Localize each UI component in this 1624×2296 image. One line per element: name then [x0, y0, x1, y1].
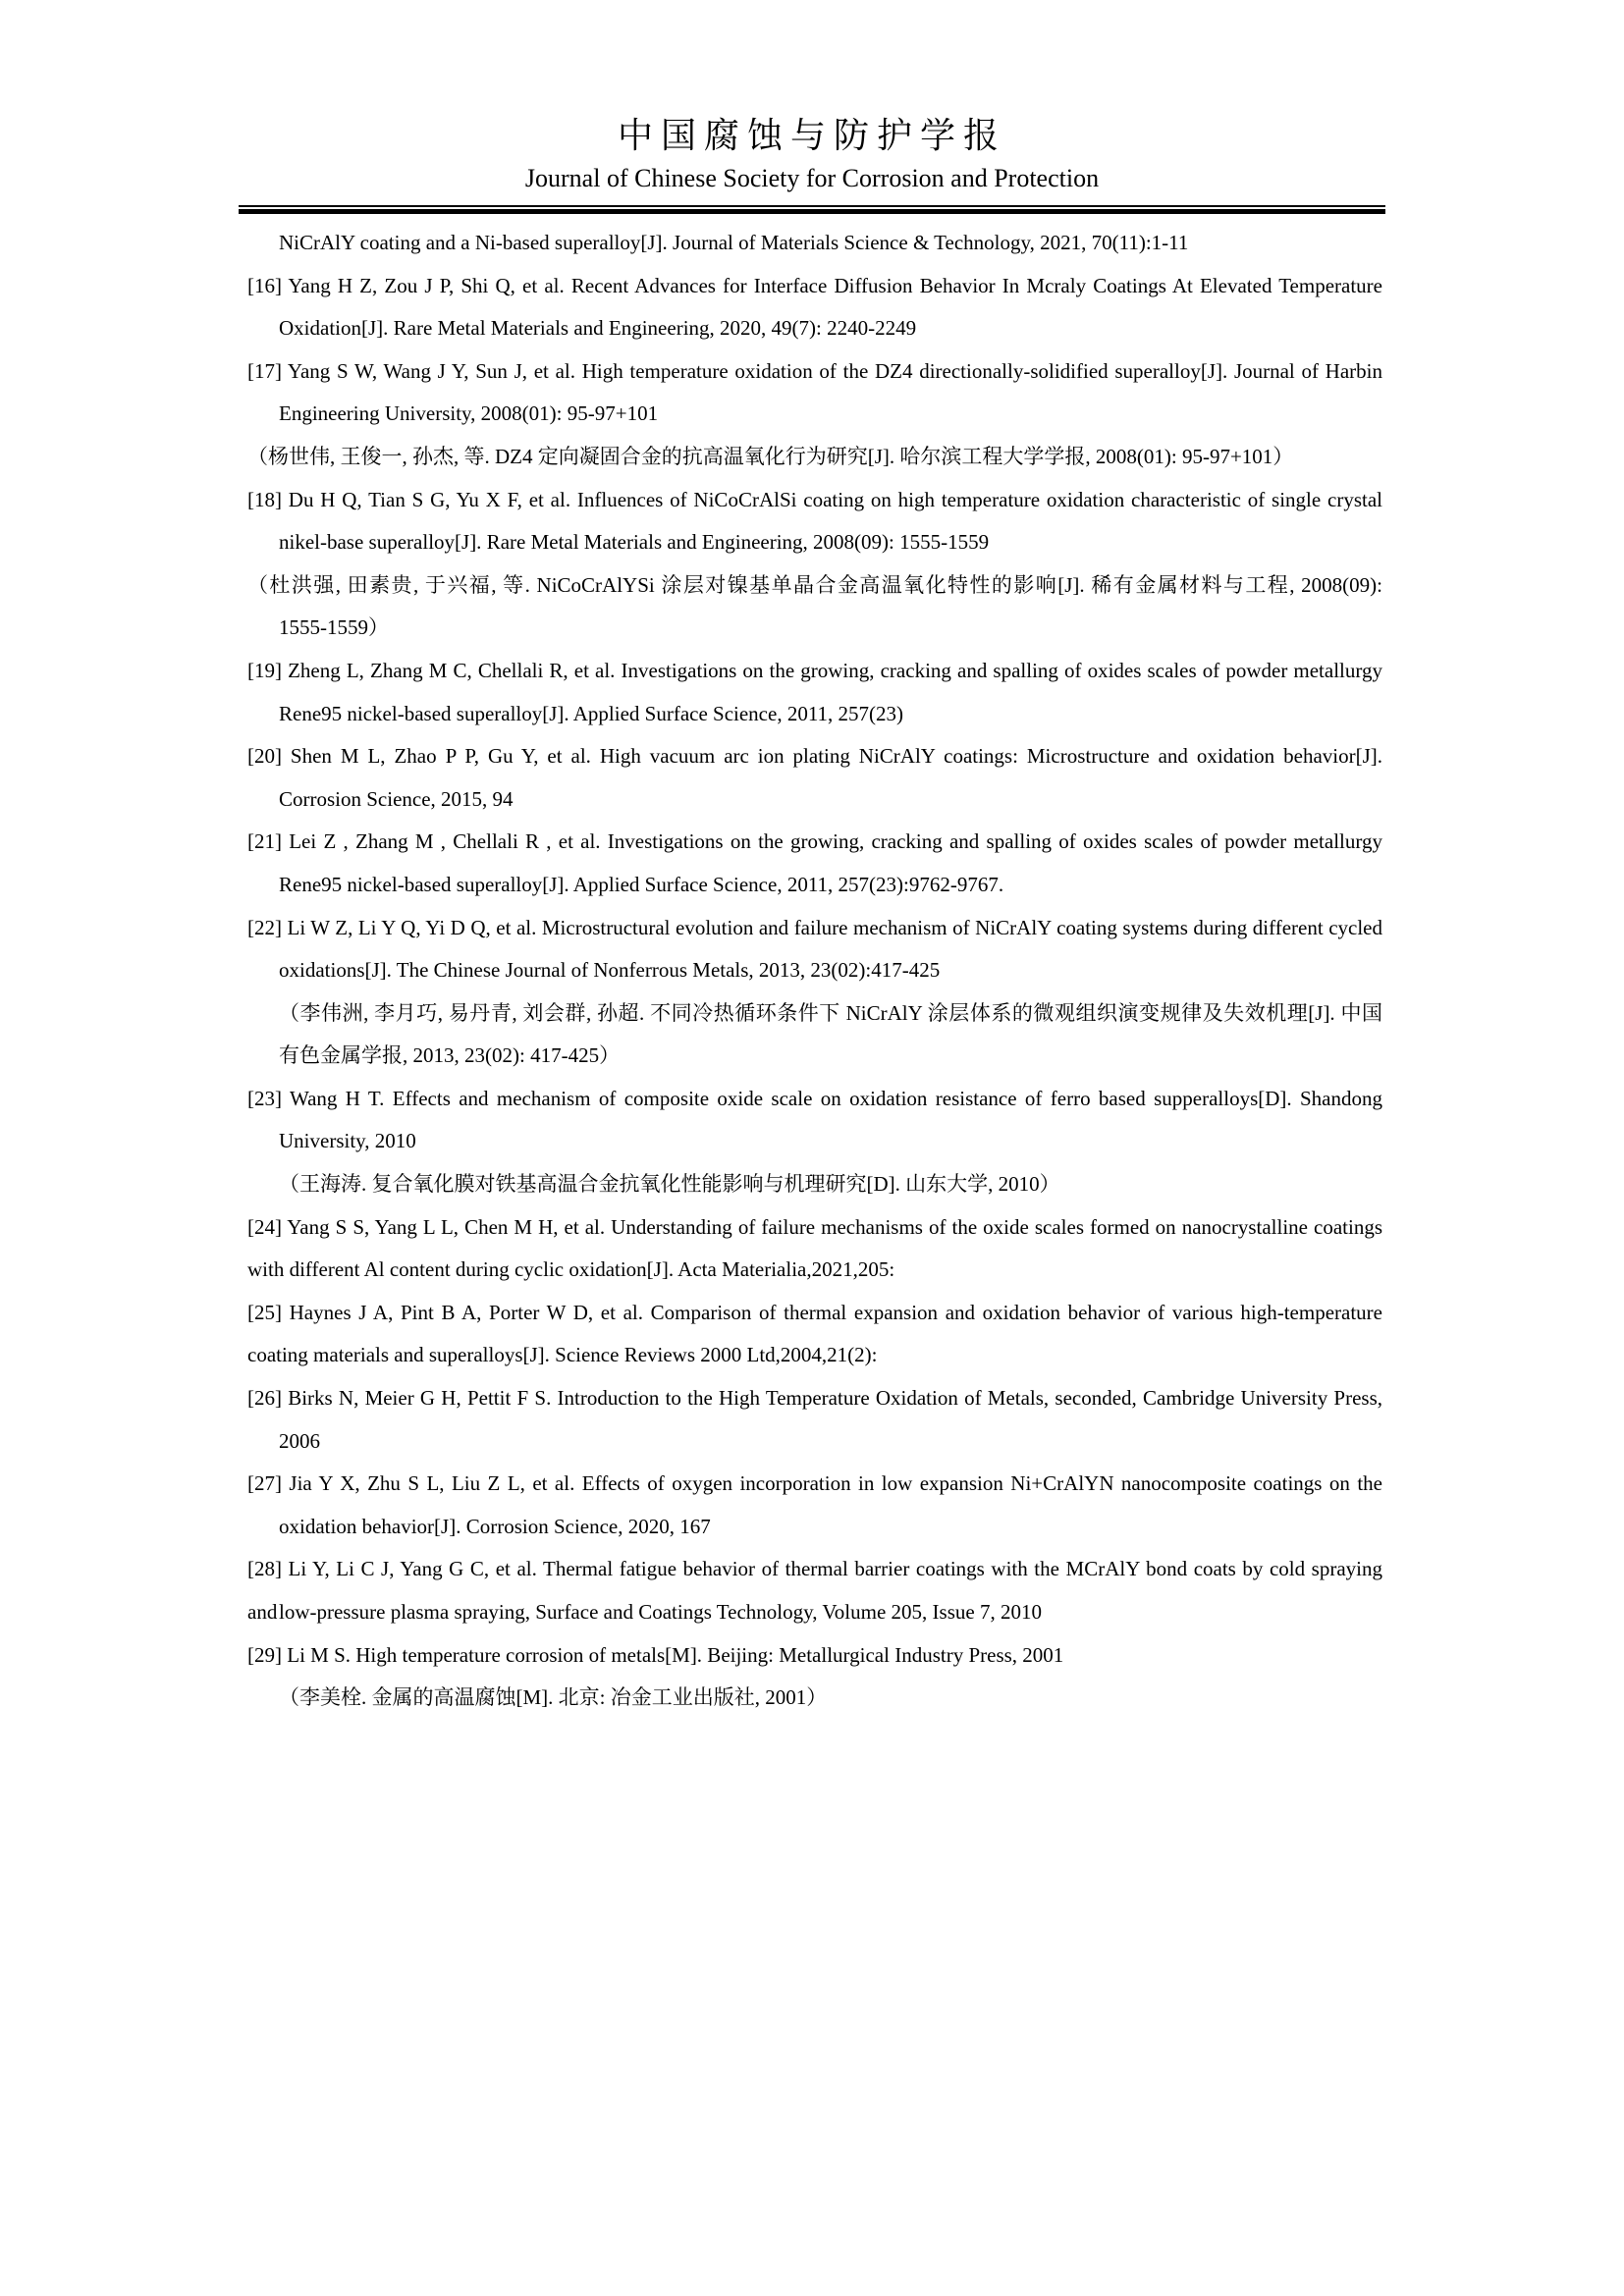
- reference-line: Rene95 nickel-based superalloy[J]. Applied Surface Science, 2011, 257(23): [279, 701, 904, 725]
- reference-line: [19] Zheng L, Zhang M C, Chellali R, et al. Investigations on the growing, cracking and spalling of oxides scales of powder metallurgy: [247, 658, 1382, 682]
- reference-line: （杜洪强, 田素贵, 于兴福, 等. NiCoCrAlYSi 涂层对镍基单晶合金高温氧化特性的影响[J]. 稀有金属材料与工程, 2008(09):: [247, 572, 1382, 597]
- reference-line: （李美栓. 金属的高温腐蚀[M]. 北京: 冶金工业出版社, 2001）: [279, 1685, 828, 1710]
- reference-line: Engineering University, 2008(01): 95-97+101: [279, 401, 659, 426]
- journal-header: [0, 0, 1624, 214]
- references-list: [247, 222, 1382, 1720]
- reference-line: [27] Jia Y X, Zhu S L, Liu Z L, et al. Effects of oxygen incorporation in low expansion Ni+CrAlYN nanocomposite coatings on the: [247, 1471, 1382, 1496]
- reference-line: Corrosion Science, 2015, 94: [279, 786, 514, 811]
- reference-line: [28] Li Y, Li C J, Yang G C, et al. Thermal fatigue behavior of thermal barrier coatings with the MCrAlY bond coats by cold spraying and: [247, 1557, 1382, 1624]
- reference-line: [29] Li M S. High temperature corrosion of metals[M]. Beijing: Metallurgical Industry Press, 2001: [247, 1642, 1064, 1667]
- reference-line: [25] Haynes J A, Pint B A, Porter W D, et al. Comparison of thermal expansion and oxidation behavior of various high-temperature: [247, 1300, 1382, 1324]
- reference-entry: [247, 1206, 1382, 1292]
- rule-thick-line: [239, 209, 1385, 214]
- reference-line: （李伟洲, 李月巧, 易丹青, 刘会群, 孙超. 不同冷热循环条件下 NiCrAlY 涂层体系的微观组织演变规律及失效机理[J]. 中国: [279, 1000, 1382, 1025]
- header-double-rule: [239, 205, 1385, 214]
- reference-entry: [247, 907, 1382, 1078]
- reference-line: [23] Wang H T. Effects and mechanism of composite oxide scale on oxidation resistance of ferro based supperalloys[D]. Shandong: [247, 1086, 1382, 1110]
- reference-entry: [247, 222, 1382, 265]
- reference-line: [24] Yang S S, Yang L L, Chen M H, et al. Understanding of failure mechanisms of the oxide scales formed on nanocrystalline coatings: [247, 1214, 1382, 1239]
- reference-line: oxidation behavior[J]. Corrosion Science, 2020, 167: [279, 1514, 711, 1538]
- journal-title-english: Journal of Chinese Society for Corrosion and Protection: [524, 164, 1100, 192]
- reference-line: University, 2010: [279, 1129, 416, 1153]
- reference-line: 1555-1559）: [279, 615, 389, 640]
- reference-line: with different Al content during cyclic oxidation[J]. Acta Materialia,2021,205:: [247, 1257, 895, 1282]
- reference-entry: [247, 650, 1382, 735]
- reference-line: Oxidation[J]. Rare Metal Materials and Engineering, 2020, 49(7): 2240-2249: [279, 316, 917, 341]
- reference-entry: [247, 1078, 1382, 1206]
- reference-line: （杨世伟, 王俊一, 孙杰, 等. DZ4 定向凝固合金的抗高温氧化行为研究[J]. 哈尔滨工程大学学报, 2008(01): 95-97+101）: [247, 444, 1294, 468]
- reference-entry: [247, 1548, 1382, 1633]
- reference-entry: [247, 1634, 1382, 1720]
- reference-line: 有色金属学报, 2013, 23(02): 417-425）: [279, 1043, 621, 1068]
- reference-entry: [247, 1463, 1382, 1548]
- reference-line: 2006: [279, 1428, 320, 1453]
- reference-line: [18] Du H Q, Tian S G, Yu X F, et al. Influences of NiCoCrAlSi coating on high temperature oxidation characteristic of single crystal: [247, 487, 1382, 511]
- journal-title-chinese: 中国腐蚀与防护学报: [617, 116, 1006, 155]
- reference-entry: [247, 1292, 1382, 1377]
- reference-line: [16] Yang H Z, Zou J P, Shi Q, et al. Recent Advances for Interface Diffusion Behavior In Mcraly Coatings At Elevated Temperature: [247, 273, 1382, 297]
- reference-line: [21] Lei Z , Zhang M , Chellali R , et al. Investigations on the growing, cracking and spalling of oxides scales of powder metallurgy: [247, 829, 1382, 854]
- reference-entry: [247, 735, 1382, 821]
- reference-line: NiCrAlY coating and a Ni-based superalloy[J]. Journal of Materials Science & Technology, 2021, 70(11):1-11: [279, 231, 1189, 254]
- reference-line: coating materials and superalloys[J]. Science Reviews 2000 Ltd,2004,21(2):: [247, 1343, 878, 1367]
- reference-line: oxidations[J]. The Chinese Journal of Nonferrous Metals, 2013, 23(02):417-425: [279, 958, 941, 983]
- reference-line: [17] Yang S W, Wang J Y, Sun J, et al. High temperature oxidation of the DZ4 directionally-solidified superalloy[J]. Journal of Harbin: [247, 358, 1382, 383]
- reference-entry: [247, 265, 1382, 350]
- reference-line: （王海涛. 复合氧化膜对铁基高温合金抗氧化性能影响与机理研究[D]. 山东大学, 2010）: [279, 1172, 1060, 1197]
- reference-entry: [247, 821, 1382, 906]
- reference-entry: [247, 1377, 1382, 1463]
- reference-line: Rene95 nickel-based superalloy[J]. Applied Surface Science, 2011, 257(23):9762-9767.: [279, 872, 1004, 896]
- reference-entry: [247, 479, 1382, 650]
- reference-line: [20] Shen M L, Zhao P P, Gu Y, et al. High vacuum arc ion plating NiCrAlY coatings: Microstructure and oxidation behavior[J].: [247, 744, 1382, 769]
- reference-line: nikel-base superalloy[J]. Rare Metal Materials and Engineering, 2008(09): 1555-1559: [279, 530, 990, 555]
- reference-line: [26] Birks N, Meier G H, Pettit F S. Introduction to the High Temperature Oxidation of Metals, seconded, Cambridge University Press,: [247, 1386, 1382, 1411]
- reference-line: [22] Li W Z, Li Y Q, Yi D Q, et al. Microstructural evolution and failure mechanism of NiCrAlY coating systems during different cycled: [247, 915, 1382, 939]
- reference-line: low-pressure plasma spraying, Surface and Coatings Technology, Volume 205, Issue 7, 2010: [279, 1600, 1042, 1624]
- reference-entry: [247, 350, 1382, 479]
